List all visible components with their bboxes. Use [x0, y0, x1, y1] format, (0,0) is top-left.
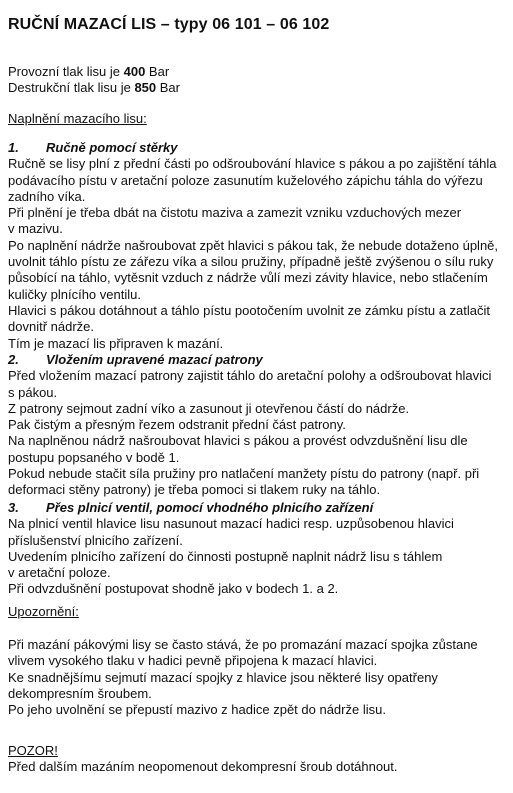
section-1-title: Ručně pomocí stěrky [46, 140, 178, 155]
warning-line: Po jeho uvolnění se přepustí mazivo z hadice zpět do nádrže lisu. [8, 702, 386, 718]
section-1-line: Při plnění je třeba dbát na čistotu maziva a zamezit vzniku vzduchových mezer [8, 205, 462, 221]
warning-heading: Upozornění: [8, 604, 79, 619]
section-1-line: Tím je mazací lis připraven k mazání. [8, 335, 224, 351]
warning-line: Ke snadnějšímu sejmutí mazací spojky z hlavice jsou některé lisy opatřeny [8, 669, 438, 685]
operating-pressure-label: Provozní tlak lisu je [8, 64, 124, 79]
section-3-heading [8, 500, 454, 516]
document-title: RUČNÍ MAZACÍ LIS – typy 06 101 – 06 102 [8, 16, 330, 33]
section-3-line: příslušenství plnicího zařízení. [8, 532, 183, 548]
filling-heading: Naplnění mazacího lisu: [8, 111, 147, 126]
section-1-line: uvolnit táhlo pístu ze zářezu víka a silou pružiny, případně ještě zvýšenou o sílu ruky [8, 254, 494, 270]
caution-heading: POZOR! [8, 743, 58, 758]
section-2 [8, 352, 491, 499]
section-2-number: 2. [8, 352, 19, 367]
section-3-title: Přes plnicí ventil, pomocí vhodného plnicího zařízení [46, 500, 374, 515]
section-1-line: Hlavici s pákou dotáhnout a táhlo pístu pootočením uvolnit ze zámku pístu a zatlačit [8, 302, 490, 318]
section-2-line: Pak čistým a přesným řezem odstranit přední část patrony. [8, 417, 346, 433]
caution-text: Před dalším mazáním neopomenout dekompresní šroub dotáhnout. [8, 759, 398, 774]
destructive-pressure-label: Destrukční tlak lisu je [8, 80, 135, 96]
section-1-line: podávacího pístu v aretační poloze zasunutím kuželového zápichu táhla do výřezu [8, 172, 483, 188]
section-1-line: působící na táhlo, vytěsnit vzduch z nádrže vůlí mezi závity hlavice, nebo stlačením [8, 270, 488, 286]
section-2-line: Na naplněnou nádrž našroubovat hlavici s pákou a provést odvzdušnění lisu dle [8, 433, 468, 449]
section-2-title: Vložením upravené mazací patrony [46, 352, 263, 367]
section-1-line: kuličky plnícího ventilu. [8, 286, 141, 302]
destructive-pressure [8, 80, 180, 96]
section-1-line: dovnitř nádrže. [8, 319, 94, 335]
section-1-number: 1. [8, 140, 19, 155]
warning-text [8, 637, 478, 718]
section-2-line: Pokud nebude stačit síla pružiny pro natlačení manžety pístu do patrony (např. při [8, 466, 480, 482]
section-2-line: deformaci stěny patrony) je třeba pomoci si tlakem ruky na táhlo. [8, 482, 381, 498]
warning-line: Při mazání pákovými lisy se často stává, že po promazání mazací spojka zůstane [8, 637, 478, 652]
section-2-line: Z patrony sejmout zadní víko a zasunout ji otevřenou částí do nádrže. [8, 400, 410, 416]
destructive-pressure-unit: Bar [156, 80, 180, 96]
operating-pressure-unit: Bar [145, 64, 170, 79]
section-3-line: Na plnicí ventil hlavice lisu nasunout mazací hadici resp. uzpůsobenou hlavici [8, 516, 454, 532]
section-3 [8, 500, 454, 598]
section-1-heading [8, 140, 498, 156]
section-3-line: Při odvzdušnění postupovat shodně jako v bodech 1. a 2. [8, 581, 339, 597]
section-2-heading [8, 352, 491, 368]
section-2-line: s pákou. [8, 384, 58, 400]
section-2-line: postupu popsaného v bodě 1. [8, 449, 180, 465]
section-2-line: Před vložením mazací patrony zajistit táhlo do aretační polohy a odšroubovat hlavici [8, 368, 492, 384]
operating-pressure-value: 400 [123, 64, 146, 79]
section-1-line: Ručně se lisy plní z přední části po odšroubování hlavice s pákou a po zajištění táhla [8, 156, 497, 172]
destructive-pressure-value: 850 [134, 80, 157, 96]
section-3-line: v aretační poloze. [8, 565, 111, 581]
operating-pressure [8, 64, 180, 80]
section-1 [8, 140, 498, 352]
pressure-info [8, 64, 180, 97]
warning-line: dekompresním šroubem. [8, 685, 152, 701]
section-3-number: 3. [8, 500, 19, 515]
section-3-line: Uvedením plnicího zařízení do činnosti postupně naplnit nádrž lisu s táhlem [8, 548, 443, 564]
warning-line: vlivem vysokého tlaku v hadici pevně připojena k mazací hlavici. [8, 653, 378, 669]
section-1-line: zadního víka. [8, 188, 86, 204]
section-1-line: Po naplnění nádrže našroubovat zpět hlavici s pákou tak, že nebude dotaženo úplně, [8, 237, 499, 253]
section-1-line: v mazivu. [8, 221, 63, 237]
